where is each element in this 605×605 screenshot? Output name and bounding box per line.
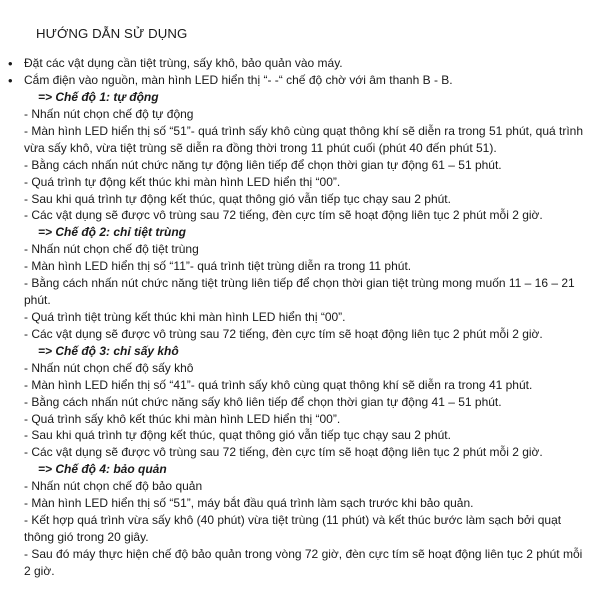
bullet-item: • Cắm điện vào nguồn, màn hình LED hiển thị “- -“ chế độ chờ với âm thanh B - B. [8, 72, 595, 89]
mode-section-2 [24, 224, 595, 342]
instruction-line: - Màn hình LED hiển thị số “41”- quá trình sấy khô cùng quạt thông khí sẽ diễn ra trong 41 phút. [24, 377, 533, 392]
bullet-list [8, 55, 595, 89]
instruction-line: - Các vật dụng sẽ được vô trùng sau 72 tiếng, đèn cực tím sẽ hoạt động liên tục 2 phút mỗi 2 giờ. [24, 326, 543, 341]
mode-heading: => Chế độ 4: bảo quản [38, 462, 167, 477]
instruction-line: - Màn hình LED hiển thị số “51”, máy bắt đầu quá trình làm sạch trước khi bảo quản. [24, 496, 474, 511]
document-title: HƯỚNG DẪN SỬ DỤNG [36, 26, 188, 41]
mode-section-4 [24, 461, 595, 579]
instruction-line: - Quá trình sấy khô kết thúc khi màn hình LED hiển thị “00”. [24, 411, 341, 426]
instruction-line: - Các vật dụng sẽ được vô trùng sau 72 tiếng, đèn cực tím sẽ hoạt động liên tục 2 phút mỗi 2 giờ. [24, 445, 543, 460]
instruction-line: - Bằng cách nhấn nút chức năng tự động liên tiếp để chọn thời gian tự động 61 – 51 phút. [24, 157, 502, 172]
instruction-line: - Bằng cách nhấn nút chức năng tiệt trùng liên tiếp để chọn thời gian tiệt trùng mong muốn 11 – 16 – 21 phút. [24, 276, 575, 308]
instruction-line: - Màn hình LED hiển thị số “11”- quá trình tiệt trùng diễn ra trong 11 phút. [24, 259, 412, 274]
instruction-line: - Sau đó máy thực hiện chế độ bảo quản trong vòng 72 giờ, đèn cực tím sẽ hoạt động liên tục 2 phút mỗi 2 giờ. [24, 546, 583, 578]
mode-section-1 [24, 89, 595, 224]
mode-section-3 [24, 343, 595, 461]
bullet-item: • Đặt các vật dụng cần tiệt trùng, sấy khô, bảo quản vào máy. [8, 55, 595, 72]
instruction-line: - Bằng cách nhấn nút chức năng sấy khô liên tiếp để chọn thời gian tự động 41 – 51 phút. [24, 394, 502, 409]
mode-heading: => Chế độ 3: chỉ sấy khô [38, 343, 179, 358]
mode-heading: => Chế độ 1: tự động [38, 90, 159, 104]
instruction-line: - Quá trình tiệt trùng kết thúc khi màn hình LED hiển thị “00”. [24, 309, 346, 324]
instruction-line: - Nhấn nút chọn chế độ tự động [24, 107, 194, 121]
instruction-line: - Nhấn nút chọn chế độ sấy khô [24, 360, 194, 375]
instruction-line: - Sau khi quá trình tự động kết thúc, quạt thông gió vẫn tiếp tục chạy sau 2 phút. [24, 191, 451, 206]
instruction-line: - Các vật dụng sẽ được vô trùng sau 72 tiếng, đèn cực tím sẽ hoạt động liên tục 2 phút mỗi 2 giờ. [24, 208, 543, 223]
instruction-line: - Màn hình LED hiển thị số “51”- quá trình sấy khô cùng quạt thông khí sẽ diễn ra trong 51 phút, quá trình vừa sấy khô, vừa tiệt trùng sẽ diễn ra đồng thời trong 11 phút cuối (phút 40 đến phút 51). [24, 123, 584, 155]
instruction-line: - Nhấn nút chọn chế độ bảo quản [24, 479, 203, 494]
instruction-line: - Sau khi quá trình tự động kết thúc, quạt thông gió vẫn tiếp tục chạy sau 2 phút. [24, 428, 451, 443]
mode-heading: => Chế độ 2: chỉ tiệt trùng [38, 225, 187, 240]
instruction-line: - Quá trình tự động kết thúc khi màn hình LED hiển thị “00”. [24, 174, 341, 189]
mode-sections [24, 89, 595, 580]
instruction-line: - Nhấn nút chọn chế độ tiệt trùng [24, 242, 199, 257]
instruction-line: - Kết hợp quá trình vừa sấy khô (40 phút) vừa tiệt trùng (11 phút) và kết thúc bước làm sạch bởi quạt thông gió trong 20 giây. [24, 513, 562, 544]
